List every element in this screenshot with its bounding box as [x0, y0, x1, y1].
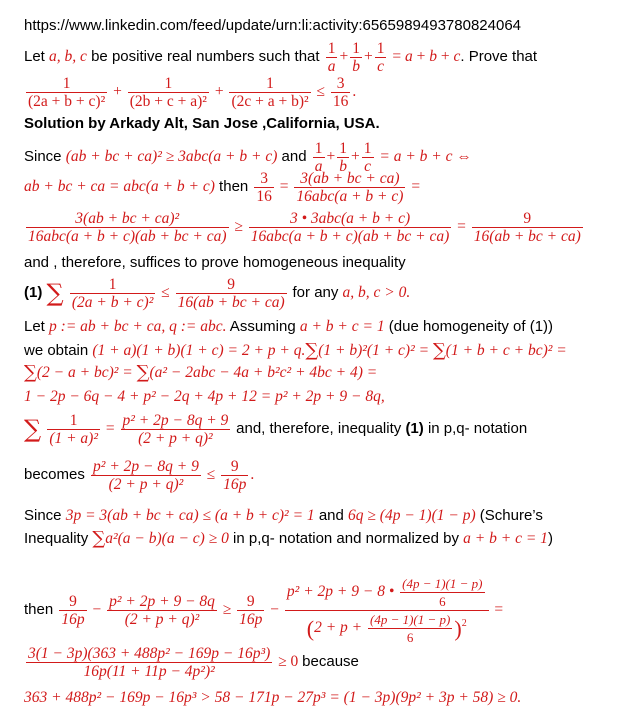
- author: Solution by Arkady Alt: [24, 115, 184, 132]
- obtain-line: we obtain (1 + a)(1 + b)(1 + c) = 2 + p + q.∑(1 + b)²(1 + c)² = ∑(1 + b + c + bc)² =: [24, 340, 567, 362]
- pq-sum-line: ∑ $\frac{1}{\text{(1 + a)²}}$ = $\frac{\text{p² + 2p − 8q + 9}}{\text{(2 + p + q)²}}$ and, therefore, inequality (1) in p,q- notation: [24, 412, 528, 447]
- since-line: Since (ab + bc + ca)² ≥ 3abc(a + b + c) and $\frac{1}{a}$ + $\frac{1}{b}$ + $\frac{1}{c}$ = a + b + c ⇔: [24, 140, 472, 175]
- chain-continued: $\frac{\text{3(ab + bc + ca)²}}{\text{16abc(a + b + c)(ab + bc + ca)}}$ ≥ $\frac{\text{3 • 3abc(a + b + c)}}{\text{16abc(a + b + c)(ab + bc + ca)}}$ = $\frac{9}{16(ab + bc + ca)}$: [28, 210, 581, 245]
- main-inequality: $\frac{1}{\text{(2a + b + c)²}}$ + $\frac{1}{\text{(2b + c + a)²}}$ + $\frac{1}{\text{(2c + a + b)²}}$ ≤ $\frac{3}{16}$ .: [28, 75, 357, 110]
- inequality-1: (1) ∑ $\frac{1}{\text{(2a + b + c)²}}$ ≤ $\frac{9}{16(ab + bc + ca)}$ for any a, b, c > 0.: [24, 276, 411, 311]
- expansion-line: ∑(2 − a + bc)² = ∑(a² − 2abc − 4a + b²c² + 4bc + 4) =: [24, 362, 378, 384]
- author-location: , San Jose ,California, USA.: [183, 115, 380, 132]
- abc-chain: ab + bc + ca = abc(a + b + c) then $\frac{3}{16}$ = $\frac{3(ab + bc + ca)}{\text{16abc(a + b + c)}}$ =: [24, 170, 421, 205]
- since-3p-line: Since 3p = 3(ab + bc + ca) ≤ (a + b + c)² = 1 and 6q ≥ (4p − 1)(1 − p) (Schure’s: [24, 507, 543, 524]
- rhs: $\frac{3}{16}$: [332, 75, 349, 110]
- becomes-line: becomes $\frac{\text{p² + 2p − 8q + 9}}{\text{(2 + p + q)²}}$ ≤ $\frac{9}{16p}$ .: [24, 458, 255, 493]
- term-1: $\frac{1}{\text{(2a + b + c)²}}$: [28, 75, 106, 110]
- term-2: $\frac{1}{\text{(2b + c + a)²}}$: [129, 75, 207, 110]
- source-url: https://www.linkedin.com/feed/update/urn:li:activity:6565989493780824064: [24, 17, 521, 34]
- final-line: 363 + 488p² − 169p − 16p³ > 58 − 171p − 27p³ = (1 − 3p)(9p² + 3p + 58) ≥ 0.: [24, 689, 522, 706]
- therefore-line: and , therefore, suffices to prove homogeneous inequality: [24, 254, 406, 271]
- problem-intro: Let: [24, 48, 50, 66]
- expansion-result: 1 − 2p − 6q − 4 + p² − 2q + 4p + 12 = p² + 2p + 9 − 8q,: [24, 388, 385, 405]
- problem-condition-text: be positive real numbers such that: [86, 48, 324, 66]
- schur-line: Inequality ∑a²(a − b)(a − c) ≥ 0 in p,q- notation and normalized by a + b + c = 1): [24, 528, 553, 550]
- let-line: Let p := ab + bc + ca, q := abc. Assuming a + b + c = 1 (due homogeneity of (1)): [24, 318, 554, 335]
- condition-formula: $\frac{1}{a}$ + $\frac{1}{b}$ + $\frac{1}{c}$ = a + b + c: [327, 40, 461, 75]
- problem-statement: [24, 40, 537, 75]
- result-line: $\frac{\text{3(1 − 3p)(363 + 488p² − 169p − 16p³)}}{\text{16p(11 + 11p − 4p²)²}}$ ≥ 0 because: [28, 645, 359, 680]
- term-3: $\frac{1}{\text{(2c + a + b)²}}$: [231, 75, 309, 110]
- problem-vars: a, b, c: [49, 48, 87, 66]
- then-chain: then $\frac{9}{16p}$ − $\frac{\text{p² + 2p + 9 − 8q}}{\text{(2 + p + q)²}}$ ≥ $\frac{9}{16p}$ − p² + 2p + 9 − 8 • $\frac{(4p - 1)(1 - p)}{6}$ (2 + p + $\frac{(4p - 1)(1 - p)}{6}$ )$^2$ =: [24, 576, 504, 645]
- solution-header: [24, 115, 380, 133]
- prove-text: . Prove that: [460, 48, 538, 66]
